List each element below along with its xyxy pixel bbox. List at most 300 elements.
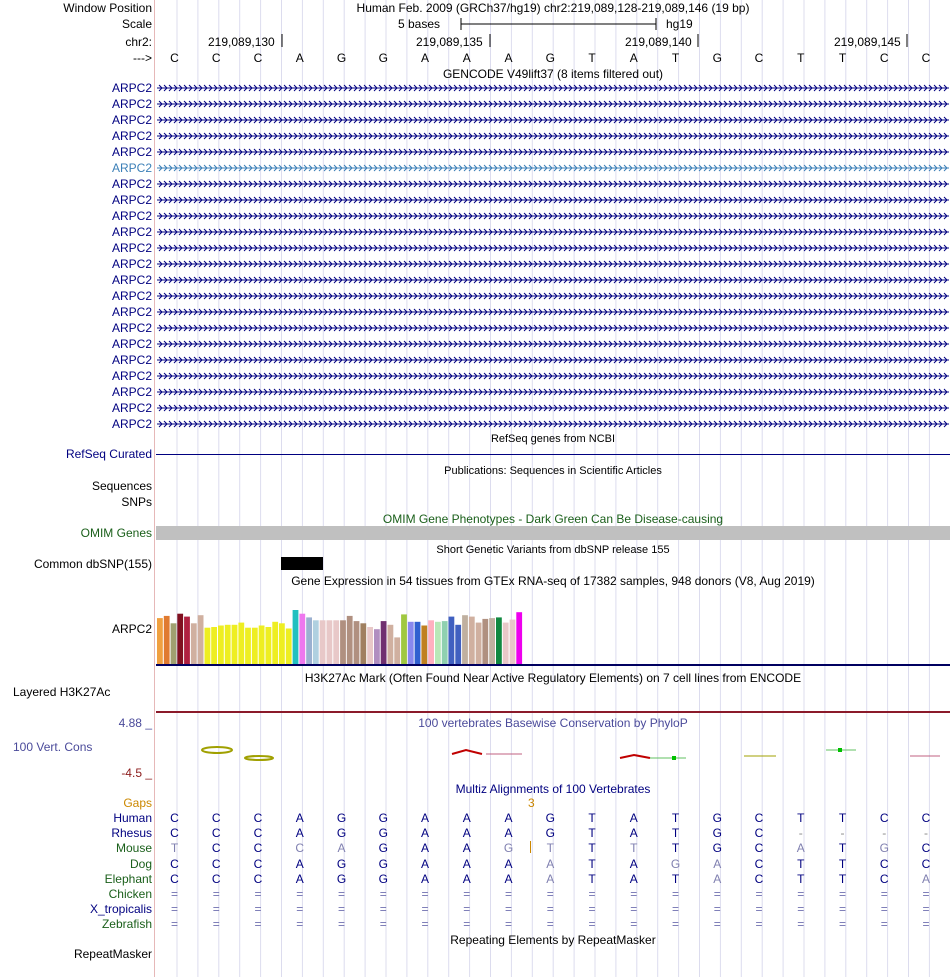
multiz-base: G — [503, 841, 514, 856]
scale-label: Scale — [121, 17, 152, 31]
multiz-base: T — [797, 811, 805, 825]
multiz-base: = — [254, 902, 262, 917]
multiz-base: C — [170, 826, 179, 841]
publications-snps-label: SNPs — [121, 495, 152, 509]
gtex-tissue-bar[interactable] — [489, 618, 495, 664]
multiz-base: = — [630, 917, 638, 932]
multiz-base: A — [629, 826, 638, 841]
gtex-tissue-bar[interactable] — [313, 620, 319, 664]
gtex-tissue-bar[interactable] — [360, 623, 366, 664]
gtex-tissue-bar[interactable] — [232, 625, 238, 664]
multiz-base: - — [840, 826, 845, 841]
gtex-tissue-bar[interactable] — [245, 628, 251, 664]
gencode-gene-label[interactable]: ARPC2 — [111, 321, 152, 335]
gencode-gene-feature[interactable] — [156, 161, 950, 175]
gtex-tissue-bar[interactable] — [435, 622, 441, 664]
multiz-base: = — [504, 887, 512, 901]
gtex-tissue-bar[interactable] — [347, 616, 353, 664]
scale-text: 5 bases — [398, 17, 441, 31]
multiz-base: = — [504, 902, 512, 917]
multiz-base: C — [253, 811, 263, 825]
multiz-base: = — [254, 887, 262, 901]
multiz-base: G — [378, 856, 388, 871]
multiz-base: = — [504, 917, 512, 932]
reference-base: C — [253, 51, 263, 65]
multiz-base: = — [546, 917, 554, 932]
gencode-gene-feature[interactable] — [156, 241, 950, 255]
tick-label-1: 219,089,130 — [208, 35, 275, 49]
multiz-base: = — [588, 887, 596, 901]
multiz-base: A — [796, 841, 805, 856]
gtex-tissue-bar[interactable] — [401, 614, 407, 664]
gencode-gene-feature[interactable] — [156, 305, 950, 319]
gtex-baseline — [156, 664, 950, 666]
reference-base: T — [588, 51, 596, 65]
multiz-base: G — [545, 811, 555, 825]
multiz-base: A — [629, 856, 638, 871]
gtex-tissue-bar[interactable] — [415, 622, 421, 664]
multiz-base: = — [337, 917, 345, 932]
scale-bar — [460, 17, 660, 31]
multiz-base: A — [713, 856, 722, 871]
gtex-tissue-bar[interactable] — [367, 627, 373, 664]
dbsnp-title[interactable]: Short Genetic Variants from dbSNP release 155 — [436, 544, 670, 556]
multiz-base: G — [545, 826, 555, 841]
gtex-tissue-bar[interactable] — [496, 617, 502, 664]
multiz-base: = — [546, 902, 554, 917]
multiz-base: - — [882, 826, 887, 841]
multiz-base: = — [838, 902, 846, 917]
gtex-tissue-bar[interactable] — [157, 618, 163, 664]
multiz-base: C — [253, 841, 263, 856]
multiz-base: T — [588, 826, 596, 841]
multiz-base: = — [797, 887, 805, 901]
multiz-base: T — [797, 856, 805, 871]
multiz-base: G — [712, 841, 722, 856]
gtex-tissue-bar[interactable] — [171, 623, 177, 664]
gencode-title[interactable]: GENCODE V49lift37 (8 items filtered out) — [442, 67, 664, 81]
multiz-base: T — [588, 841, 596, 856]
multiz-base: A — [420, 871, 429, 886]
gencode-gene-label[interactable]: ARPC2 — [111, 369, 152, 383]
multiz-base: T — [630, 841, 638, 856]
multiz-base: = — [630, 887, 638, 901]
gtex-tissue-bar[interactable] — [259, 626, 265, 665]
publications-title[interactable]: Publications: Sequences in Scientific Articles — [444, 465, 662, 477]
gencode-gene-feature[interactable] — [156, 401, 950, 415]
gtex-tissue-bar[interactable] — [442, 621, 448, 664]
refseq-line[interactable] — [156, 454, 950, 455]
scale-db: hg19 — [666, 17, 693, 31]
conservation-plot[interactable] — [156, 730, 950, 770]
multiz-base: C — [170, 811, 179, 825]
multiz-base: = — [755, 902, 763, 917]
gtex-tissue-bar[interactable] — [374, 629, 380, 664]
gtex-tissue-bar[interactable] — [388, 625, 394, 664]
multiz-base: = — [755, 917, 763, 932]
multiz-base: = — [880, 902, 888, 917]
multiz-base: = — [463, 917, 471, 932]
multiz-base: A — [462, 811, 471, 825]
gtex-tissue-bar[interactable] — [408, 622, 414, 664]
gencode-gene-label[interactable]: ARPC2 — [111, 305, 152, 319]
gtex-tissue-bar[interactable] — [476, 623, 482, 664]
multiz-base: C — [921, 841, 931, 856]
multiz-base: G — [378, 826, 388, 841]
multiz-base: A — [337, 841, 346, 856]
gencode-gene-label[interactable]: ARPC2 — [111, 385, 152, 399]
strand-label: ---> — [133, 51, 152, 65]
multiz-base: T — [588, 856, 596, 871]
gtex-tissue-bar[interactable] — [516, 612, 522, 664]
multiz-base: C — [879, 856, 889, 871]
multiz-base: = — [630, 902, 638, 917]
gencode-gene-label[interactable]: ARPC2 — [111, 97, 152, 111]
multiz-base: = — [546, 887, 554, 901]
gencode-gene-label[interactable]: ARPC2 — [111, 417, 152, 431]
multiz-base: T — [671, 871, 680, 886]
gtex-title[interactable]: Gene Expression in 54 tissues from GTEx RNA-seq of 17382 samples, 948 donors (V8, Aug 2019) — [291, 574, 815, 588]
multiz-base: A — [546, 856, 555, 871]
multiz-base: A — [462, 826, 471, 841]
gencode-gene-label[interactable]: ARPC2 — [111, 129, 152, 143]
multiz-base: T — [588, 871, 596, 886]
conservation-label: 100 Vert. Cons — [13, 740, 93, 754]
gencode-gene-label[interactable]: ARPC2 — [111, 177, 152, 191]
tick-label-3: 219,089,140 — [625, 35, 692, 49]
gencode-gene-feature[interactable] — [156, 81, 950, 95]
multiz-base: T — [838, 811, 847, 825]
multiz-base: A — [629, 811, 638, 825]
multiz-base: A — [504, 871, 513, 886]
reference-base: T — [671, 51, 680, 65]
multiz-base: = — [212, 902, 220, 917]
multiz-base: = — [212, 887, 220, 901]
gencode-gene-feature[interactable] — [156, 321, 950, 335]
gtex-tissue-bar[interactable] — [191, 623, 197, 664]
gencode-gene-feature[interactable] — [156, 193, 950, 207]
reference-base: G — [545, 51, 555, 65]
gtex-tissue-bar[interactable] — [238, 623, 244, 664]
multiz-base: = — [797, 917, 805, 932]
gencode-gene-label[interactable]: ARPC2 — [111, 81, 152, 95]
multiz-base: T — [838, 856, 847, 871]
multiz-base: T — [838, 841, 847, 856]
multiz-base: G — [336, 811, 347, 825]
gencode-gene-label[interactable]: ARPC2 — [111, 225, 152, 239]
multiz-base: = — [463, 902, 471, 917]
reference-base: G — [336, 51, 347, 65]
multiz-base: = — [463, 887, 471, 901]
gtex-tissue-bar[interactable] — [306, 617, 312, 664]
multiz-base: T — [588, 811, 596, 825]
multiz-base: = — [922, 902, 930, 917]
reference-base: C — [754, 51, 764, 65]
h3k27ac-baseline — [156, 711, 950, 713]
dbsnp-label: Common dbSNP(155) — [33, 557, 152, 571]
repeatmasker-label: RepeatMasker — [73, 947, 152, 961]
multiz-base: = — [838, 887, 846, 901]
gaps-label: Gaps — [123, 796, 152, 810]
multiz-base: C — [921, 856, 931, 871]
gtex-tissue-bar[interactable] — [340, 620, 346, 664]
multiz-species-label[interactable]: Mouse — [115, 841, 152, 856]
gtex-tissue-bar[interactable] — [272, 622, 278, 664]
multiz-species-label[interactable]: X_tropicalis — [89, 902, 152, 917]
multiz-base: C — [170, 856, 179, 871]
gencode-gene-label[interactable]: ARPC2 — [111, 257, 152, 271]
reference-base: C — [211, 51, 221, 65]
gtex-tissue-bar[interactable] — [293, 610, 299, 664]
gtex-tissue-bar[interactable] — [421, 626, 427, 665]
multiz-base: G — [378, 811, 388, 825]
gencode-gene-feature[interactable] — [156, 113, 950, 127]
gtex-tissue-bar[interactable] — [503, 623, 509, 664]
multiz-base: T — [170, 841, 179, 856]
tick-label-4: 219,089,145 — [834, 35, 901, 49]
multiz-base: A — [420, 856, 429, 871]
multiz-base: A — [420, 841, 429, 856]
multiz-species-label[interactable]: Zebrafish — [101, 917, 152, 932]
dbsnp-variant[interactable] — [281, 557, 323, 570]
multiz-base: = — [379, 917, 387, 932]
multiz-base: A — [504, 811, 513, 825]
multiz-base: = — [880, 917, 888, 932]
multiz-base: G — [712, 826, 722, 841]
reference-base: T — [797, 51, 805, 65]
multiz-base: A — [629, 871, 638, 886]
multiz-base: A — [504, 826, 513, 841]
multiz-base: C — [211, 811, 221, 825]
gencode-gene-feature[interactable] — [156, 337, 950, 351]
gencode-gene-feature[interactable] — [156, 353, 950, 367]
conservation-max: 4.88 _ — [118, 716, 152, 730]
reference-base: T — [838, 51, 847, 65]
conservation-min: -4.5 _ — [121, 766, 152, 780]
gtex-chart[interactable] — [156, 590, 950, 664]
multiz-title[interactable]: Multiz Alignments of 100 Vertebrates — [455, 782, 651, 796]
multiz-base: A — [462, 856, 471, 871]
multiz-base: G — [378, 841, 388, 856]
gencode-gene-feature[interactable] — [156, 289, 950, 303]
multiz-base: = — [922, 917, 930, 932]
gtex-tissue-bar[interactable] — [394, 637, 400, 664]
gencode-gene-label[interactable]: ARPC2 — [111, 161, 152, 175]
multiz-base: T — [671, 826, 680, 841]
multiz-base: = — [254, 917, 262, 932]
gencode-gene-label[interactable]: ARPC2 — [111, 193, 152, 207]
multiz-base: G — [670, 856, 681, 871]
omim-label[interactable]: OMIM Genes — [80, 526, 152, 540]
multiz-base: C — [295, 841, 305, 856]
gencode-gene-label[interactable]: ARPC2 — [111, 337, 152, 351]
reference-base: C — [879, 51, 889, 65]
multiz-base: A — [295, 826, 304, 841]
multiz-base: = — [212, 917, 220, 932]
gap-count: 3 — [528, 796, 535, 810]
gencode-gene-feature[interactable] — [156, 177, 950, 191]
label-separator — [154, 0, 155, 977]
gtex-tissue-bar[interactable] — [455, 625, 461, 664]
gtex-tissue-bar[interactable] — [266, 627, 272, 664]
multiz-base: = — [379, 887, 387, 901]
multiz-base: A — [295, 871, 304, 886]
gencode-gene-label[interactable]: ARPC2 — [111, 113, 152, 127]
multiz-base: C — [754, 871, 764, 886]
multiz-species-label[interactable]: Chicken — [108, 887, 152, 901]
reference-base: A — [462, 51, 471, 65]
multiz-species-label[interactable]: Human — [113, 811, 152, 825]
multiz-base: A — [546, 871, 555, 886]
multiz-base: A — [462, 871, 471, 886]
assembly-position: Human Feb. 2009 (GRCh37/hg19) chr2:219,089,128-219,089,146 (19 bp) — [356, 1, 750, 15]
gtex-tissue-bar[interactable] — [164, 616, 170, 664]
multiz-base: = — [838, 917, 846, 932]
multiz-base: A — [921, 871, 930, 886]
multiz-base: = — [880, 887, 888, 901]
multiz-base: = — [713, 917, 721, 932]
multiz-base: G — [378, 871, 388, 886]
multiz-base: = — [797, 902, 805, 917]
gtex-tissue-bar[interactable] — [469, 617, 475, 664]
reference-base: A — [295, 51, 304, 65]
multiz-base: T — [671, 841, 680, 856]
multiz-species-label[interactable]: Dog — [129, 856, 152, 871]
gencode-gene-feature[interactable] — [156, 225, 950, 239]
gtex-tissue-bar[interactable] — [482, 619, 488, 664]
multiz-species-label[interactable]: Elephant — [104, 871, 152, 886]
multiz-base: C — [754, 856, 764, 871]
reference-base: G — [378, 51, 388, 65]
gencode-gene-feature[interactable] — [156, 385, 950, 399]
gtex-tissue-bar[interactable] — [252, 628, 258, 664]
gtex-tissue-bar[interactable] — [320, 620, 326, 664]
gencode-gene-label[interactable]: ARPC2 — [111, 241, 152, 255]
multiz-base: = — [421, 902, 429, 917]
tick-marks — [0, 34, 950, 48]
multiz-base: C — [754, 841, 764, 856]
multiz-base: C — [211, 856, 221, 871]
gtex-tissue-bar[interactable] — [211, 627, 217, 664]
h3k27ac-title[interactable]: H3K27Ac Mark (Often Found Near Active Regulatory Elements) on 7 cell lines from ENCODE — [304, 671, 802, 685]
multiz-base: C — [754, 826, 764, 841]
gencode-gene-feature[interactable] — [156, 369, 950, 383]
multiz-base: A — [713, 871, 722, 886]
multiz-base: A — [462, 841, 471, 856]
multiz-base: G — [712, 811, 722, 825]
gencode-gene-feature[interactable] — [156, 209, 950, 223]
multiz-base: A — [295, 856, 304, 871]
gencode-gene-feature[interactable] — [156, 273, 950, 287]
reference-base: A — [504, 51, 513, 65]
gtex-tissue-bar[interactable] — [428, 620, 434, 664]
gencode-gene-feature[interactable] — [156, 145, 950, 159]
multiz-base: T — [797, 871, 805, 886]
omim-bar[interactable] — [156, 526, 950, 540]
multiz-base: = — [671, 917, 679, 932]
publications-sequences-label: Sequences — [91, 479, 152, 493]
multiz-base: - — [798, 826, 803, 841]
gencode-gene-label[interactable]: ARPC2 — [111, 145, 152, 159]
gencode-gene-label[interactable]: ARPC2 — [111, 289, 152, 303]
gencode-gene-feature[interactable] — [156, 417, 950, 431]
multiz-base: T — [546, 841, 554, 856]
multiz-base: = — [588, 902, 596, 917]
multiz-base: C — [921, 811, 931, 825]
multiz-base: T — [671, 811, 680, 825]
multiz-base: = — [671, 902, 679, 917]
gtex-tissue-bar[interactable] — [449, 617, 455, 664]
multiz-species-label[interactable]: Rhesus — [111, 826, 152, 841]
gencode-gene-label[interactable]: ARPC2 — [111, 209, 152, 223]
multiz-base: = — [713, 902, 721, 917]
multiz-base: C — [253, 826, 263, 841]
gap-insertion-mark — [530, 841, 531, 853]
multiz-base: G — [336, 826, 347, 841]
chrom-label: chr2: — [125, 35, 152, 49]
repeatmasker-title[interactable]: Repeating Elements by RepeatMasker — [450, 933, 656, 947]
multiz-base: G — [336, 856, 347, 871]
gtex-tissue-bar[interactable] — [205, 628, 211, 664]
multiz-base: A — [295, 811, 304, 825]
multiz-base: C — [253, 871, 263, 886]
multiz-base: = — [170, 917, 178, 932]
multiz-base: = — [755, 887, 763, 901]
gencode-gene-label[interactable]: ARPC2 — [111, 353, 152, 367]
gencode-gene-feature[interactable] — [156, 129, 950, 143]
multiz-base: = — [379, 902, 387, 917]
gtex-tissue-bar[interactable] — [462, 615, 468, 664]
refseq-title[interactable]: RefSeq genes from NCBI — [490, 433, 616, 445]
gencode-gene-label[interactable]: ARPC2 — [111, 401, 152, 415]
multiz-base: = — [296, 917, 304, 932]
multiz-base: A — [420, 826, 429, 841]
tick-label-2: 219,089,135 — [416, 35, 483, 49]
gtex-tissue-bar[interactable] — [327, 620, 333, 664]
multiz-base: = — [170, 887, 178, 901]
gtex-tissue-bar[interactable] — [510, 620, 516, 664]
gtex-tissue-bar[interactable] — [279, 623, 285, 664]
gtex-tissue-bar[interactable] — [184, 617, 190, 664]
multiz-base: C — [211, 841, 221, 856]
multiz-base: C — [170, 871, 179, 886]
multiz-base: - — [924, 826, 928, 841]
gtex-tissue-bar[interactable] — [198, 615, 204, 664]
multiz-base: G — [879, 841, 889, 856]
gencode-gene-feature[interactable] — [156, 257, 950, 271]
gtex-tissue-bar[interactable] — [354, 621, 360, 664]
multiz-base: C — [211, 871, 221, 886]
gtex-tissue-bar[interactable] — [225, 625, 231, 664]
conservation-title[interactable]: 100 vertebrates Basewise Conservation by PhyloP — [418, 716, 688, 730]
omim-title[interactable]: OMIM Gene Phenotypes - Dark Green Can Be Disease-causing — [382, 512, 724, 526]
multiz-base: C — [879, 811, 889, 825]
gtex-tissue-bar[interactable] — [177, 614, 183, 664]
multiz-base: = — [337, 902, 345, 917]
gtex-tissue-bar[interactable] — [381, 621, 387, 664]
gencode-gene-feature[interactable] — [156, 97, 950, 111]
multiz-base: C — [879, 871, 889, 886]
refseq-label[interactable]: RefSeq Curated — [65, 447, 152, 461]
window-position-label: Window Position — [63, 1, 152, 15]
gtex-tissue-bar[interactable] — [218, 626, 224, 665]
gtex-tissue-bar[interactable] — [299, 614, 305, 664]
reference-base: G — [712, 51, 722, 65]
gtex-tissue-bar[interactable] — [286, 629, 292, 665]
gencode-gene-label[interactable]: ARPC2 — [111, 273, 152, 287]
multiz-base: = — [296, 902, 304, 917]
gtex-tissue-bar[interactable] — [333, 620, 339, 664]
